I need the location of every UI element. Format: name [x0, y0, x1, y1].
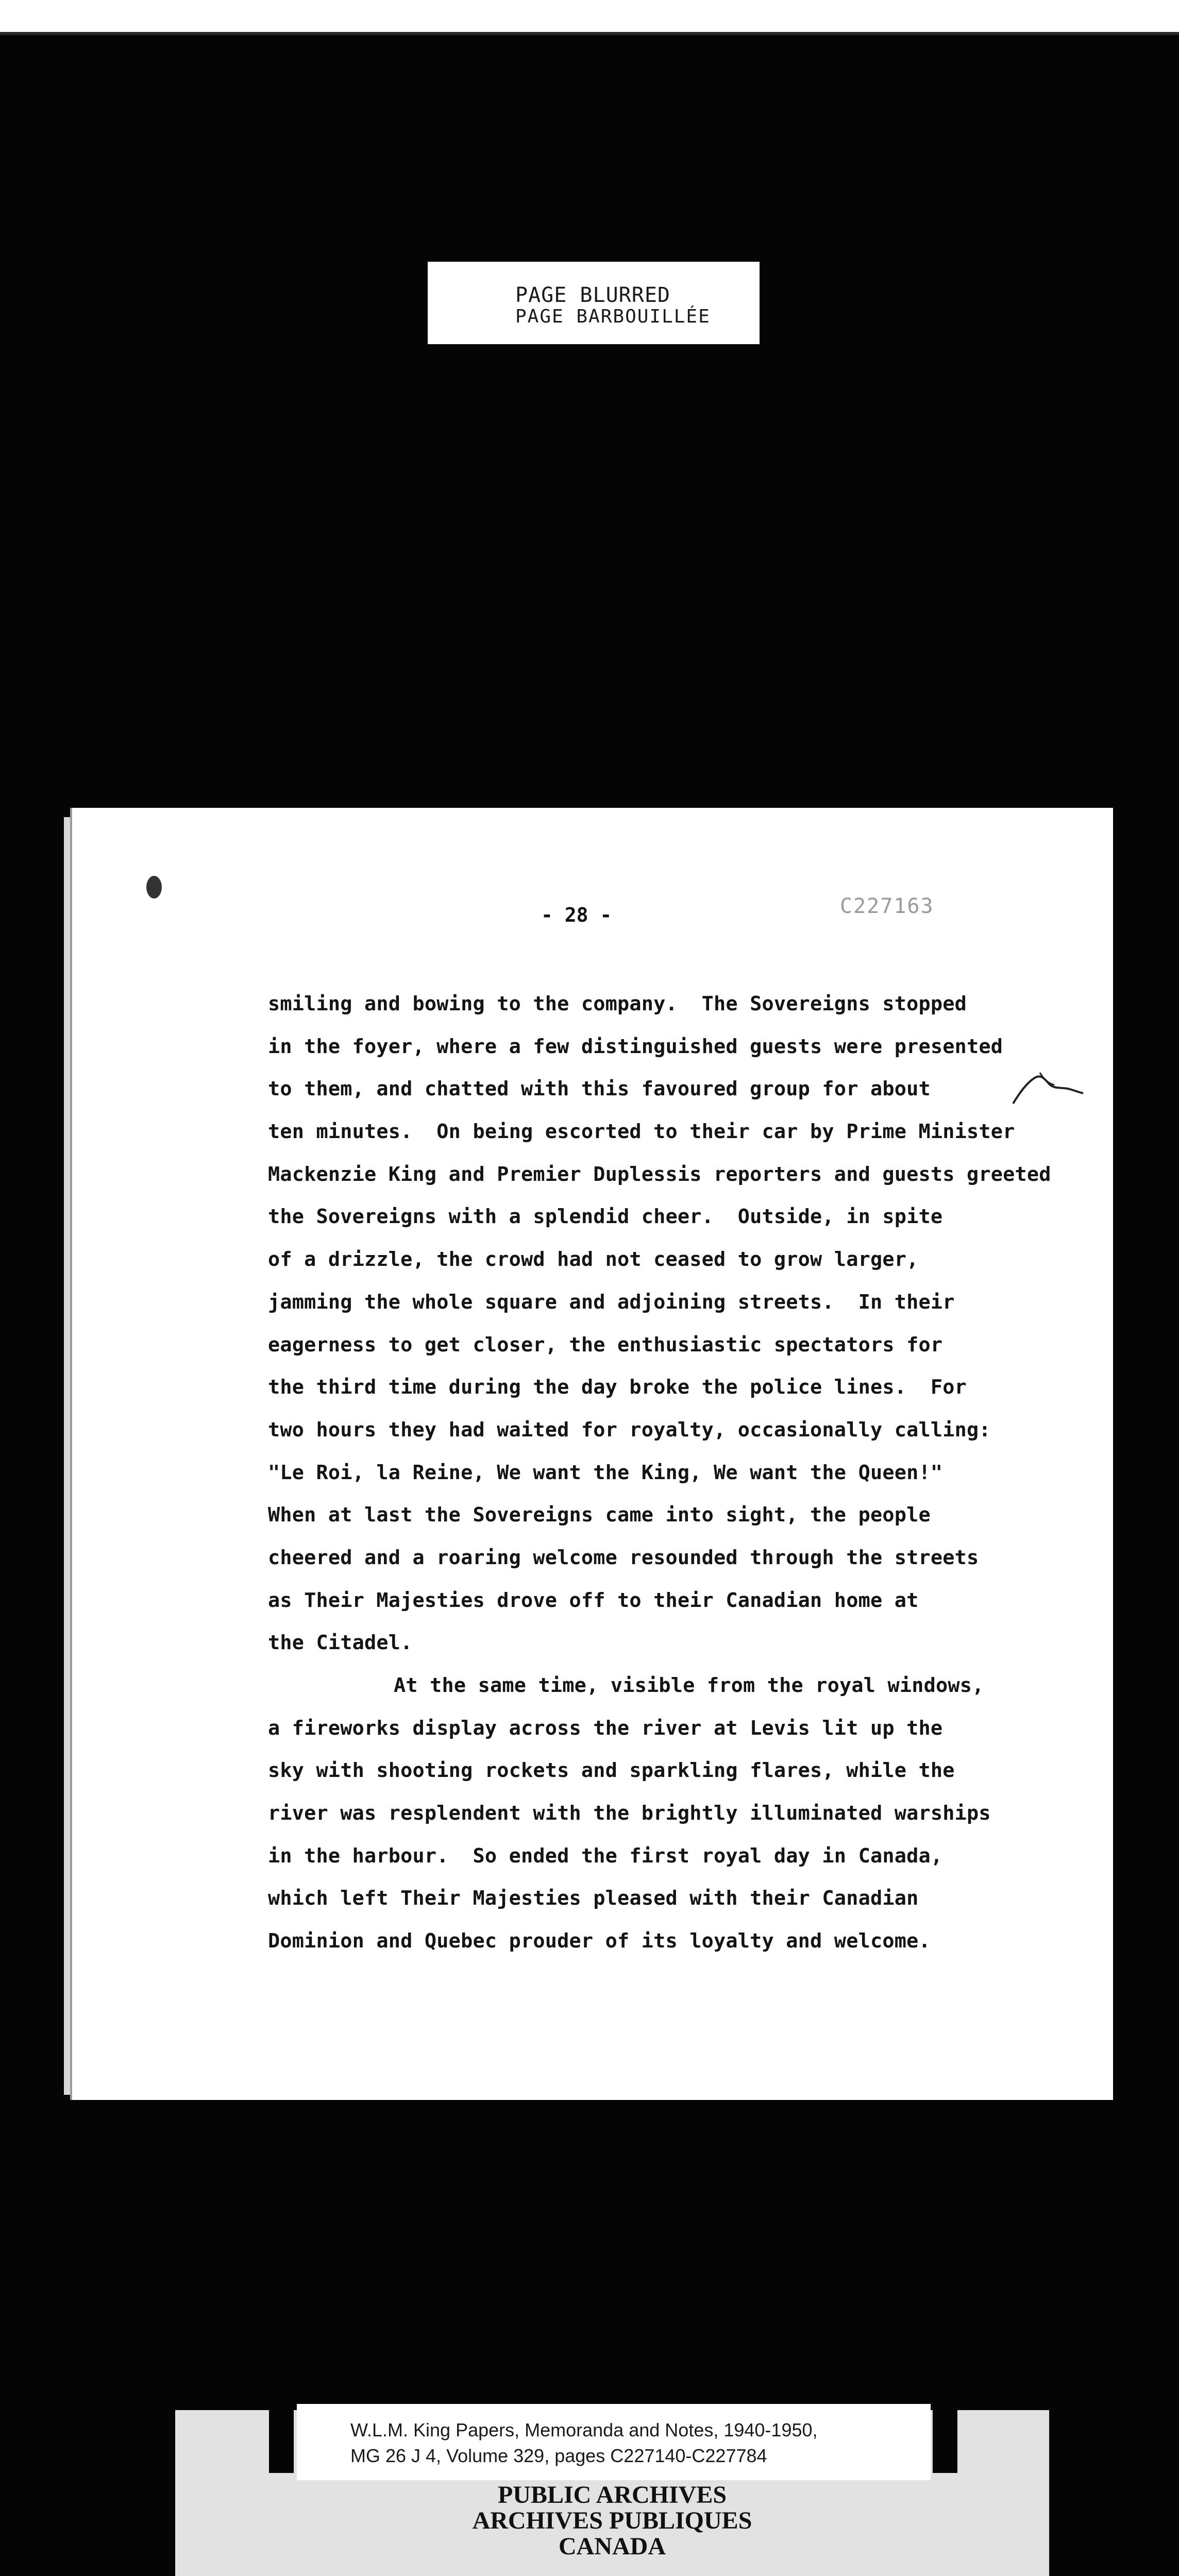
text-line: At the same time, visible from the royal windows, [394, 1674, 984, 1697]
text-line: the Sovereigns with a splendid cheer. Outside, in spite [268, 1205, 943, 1229]
reference-line: W.L.M. King Papers, Memoranda and Notes, 1940-1950, [350, 2419, 818, 2441]
text-line: in the harbour. So ended the first royal day in Canada, [268, 1844, 943, 1868]
text-line: a fireworks display across the river at Levis lit up the [268, 1716, 943, 1740]
document-page [70, 808, 1113, 2100]
caption-notch [933, 2410, 957, 2473]
punch-hole [146, 876, 162, 899]
text-line: Mackenzie King and Premier Duplessis reporters and guests greeted [268, 1162, 1051, 1186]
text-line: in the foyer, where a few distinguished guests were presented [268, 1035, 1003, 1058]
archives-stamp [175, 2482, 1049, 2560]
text-line: Dominion and Quebec prouder of its loyalty and welcome. [268, 1929, 931, 1953]
film-top-edge [0, 32, 1179, 35]
text-line: smiling and bowing to the company. The Sovereigns stopped [268, 992, 967, 1015]
collection-reference-label [297, 2404, 931, 2480]
text-line: eagerness to get closer, the enthusiastic spectators for [268, 1333, 943, 1357]
page-number: - 28 - [541, 904, 612, 926]
text-line: as Their Majesties drove off to their Canadian home at [268, 1588, 919, 1612]
page-blurred-notice [428, 262, 760, 344]
text-line: When at last the Sovereigns came into sight, the people [268, 1503, 931, 1527]
text-line: river was resplendent with the brightly illuminated warships [268, 1802, 991, 1825]
archives-line-country: CANADA [559, 2533, 666, 2560]
caption-notch [269, 2410, 294, 2473]
document-body [268, 983, 1113, 1963]
archives-line-english: PUBLIC ARCHIVES [497, 2481, 727, 2509]
blur-notice-french: PAGE BARBOUILLÉE [515, 306, 711, 327]
text-line: the Citadel. [268, 1631, 413, 1655]
blur-notice-english: PAGE BLURRED [515, 283, 670, 307]
archive-stamp-code: C227163 [840, 894, 934, 918]
text-line: ten minutes. On being escorted to their car by Prime Minister [268, 1120, 1015, 1144]
text-line: to them, and chatted with this favoured group for about [268, 1077, 931, 1101]
text-line: "Le Roi, la Reine, We want the King, We want the Queen!" [268, 1461, 943, 1484]
text-line: jamming the whole square and adjoining streets. In their [268, 1290, 955, 1314]
text-line: sky with shooting rockets and sparkling flares, while the [268, 1759, 955, 1783]
reference-line: MG 26 J 4, Volume 329, pages C227140-C227784 [350, 2445, 767, 2466]
archives-line-french: ARCHIVES PUBLIQUES [472, 2507, 752, 2534]
text-line: the third time during the day broke the police lines. For [268, 1376, 967, 1399]
text-line: of a drizzle, the crowd had not ceased to grow larger, [268, 1248, 919, 1272]
text-line: which left Their Majesties pleased with their Canadian [268, 1887, 919, 1910]
text-line: cheered and a roaring welcome resounded through the streets [268, 1546, 979, 1569]
text-line: two hours they had waited for royalty, occasionally calling: [268, 1418, 991, 1442]
